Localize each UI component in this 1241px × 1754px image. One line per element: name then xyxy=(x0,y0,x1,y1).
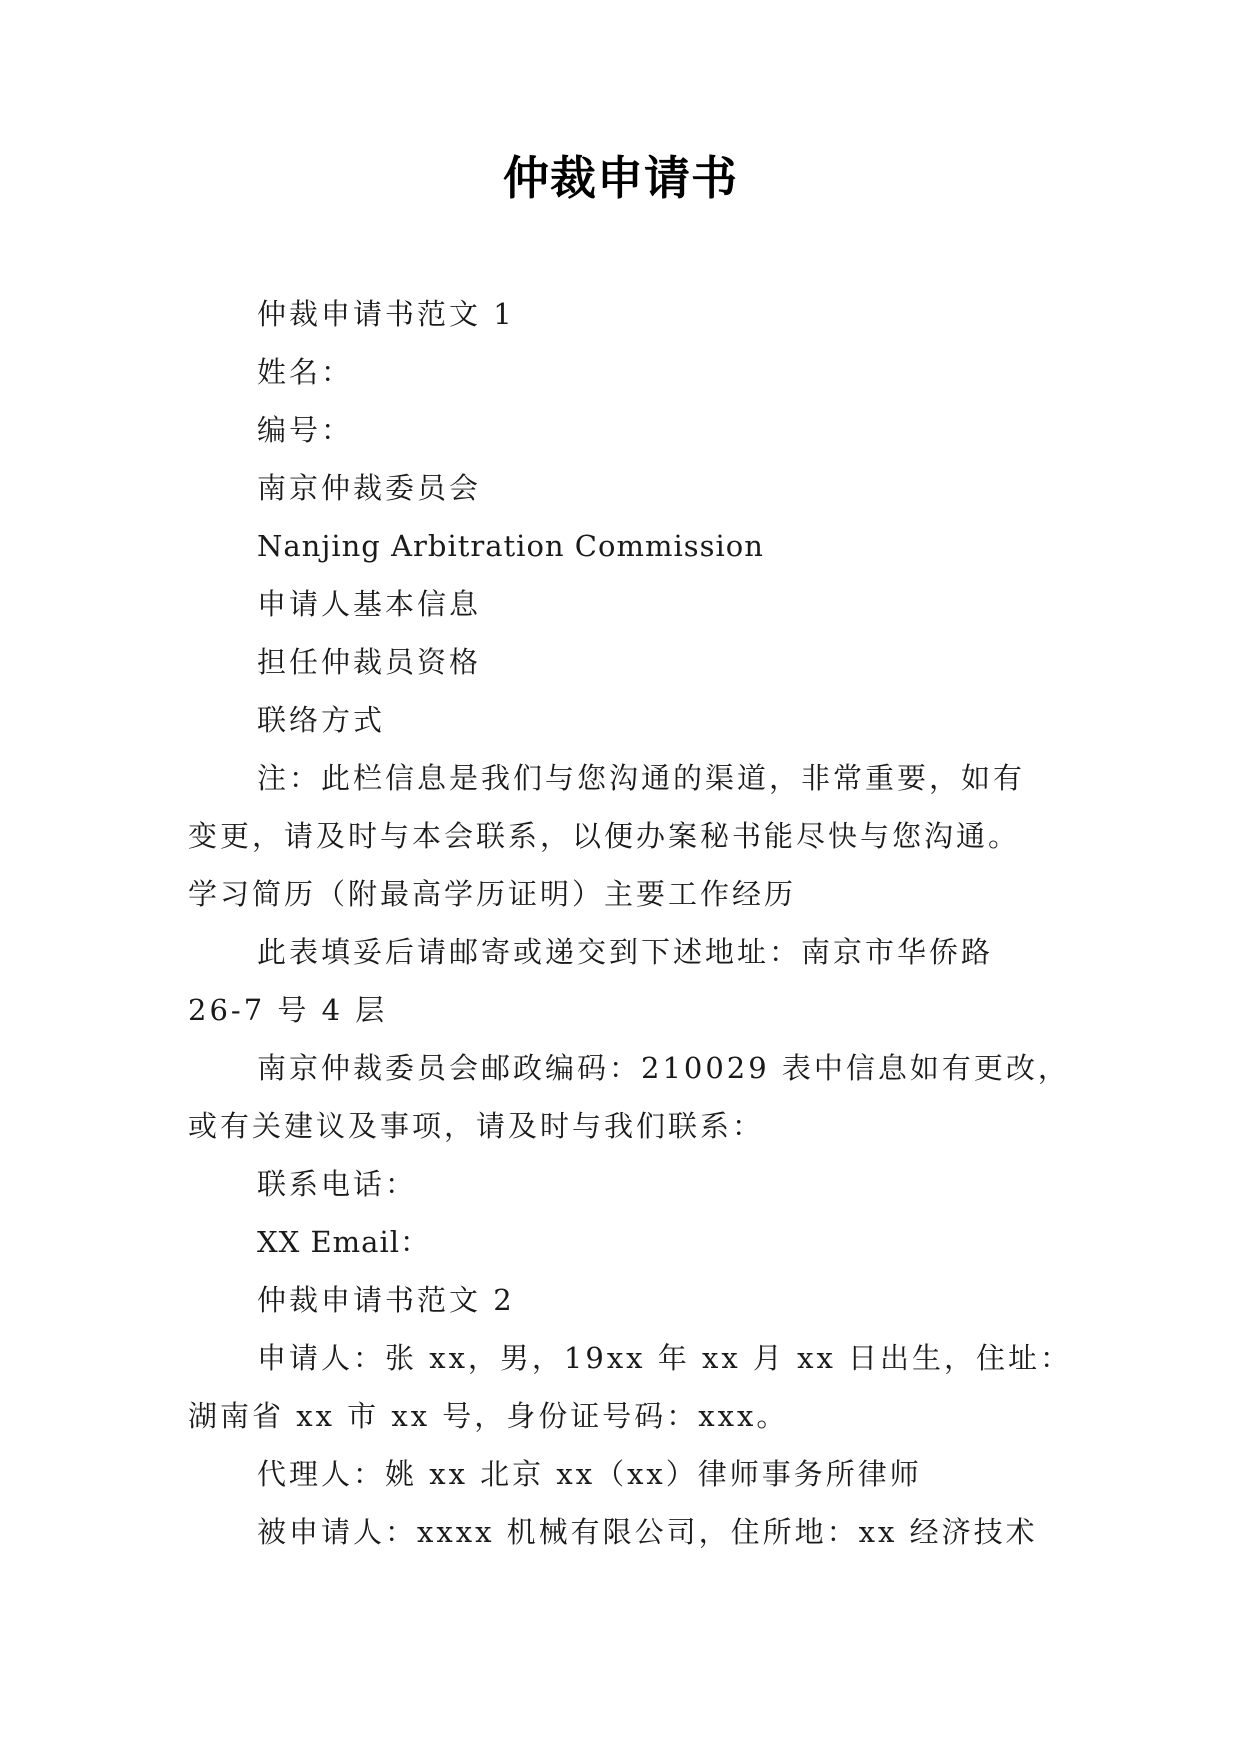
name-field-label: 姓名： xyxy=(257,355,354,389)
note-paragraph-line-2: 变更，请及时与本会联系，以便办案秘书能尽快与您沟通。 xyxy=(188,819,1021,853)
note-paragraph-line-1: 注：此栏信息是我们与您沟通的渠道，非常重要，如有 xyxy=(257,761,1026,795)
commission-name-en: Nanjing Arbitration Commission xyxy=(257,529,764,563)
number-field-label: 编号： xyxy=(257,413,354,447)
applicant-line-2: 湖南省 xx 市 xx 号，身份证号码：xxx。 xyxy=(188,1399,789,1433)
arbitrator-qualification-heading: 担任仲裁员资格 xyxy=(257,645,482,679)
commission-name-cn: 南京仲裁委员会 xyxy=(257,471,482,505)
applicant-line-1: 申请人：张 xx，男，19xx 年 xx 月 xx 日出生，住址： xyxy=(257,1341,1073,1375)
phone-label: 联系电话： xyxy=(257,1167,418,1201)
section-heading-sample-2: 仲裁申请书范文 2 xyxy=(257,1283,515,1317)
email-label: XX Email： xyxy=(257,1225,431,1259)
postal-code-line-1: 南京仲裁委员会邮政编码：210029 表中信息如有更改， xyxy=(257,1051,1070,1085)
applicant-info-heading: 申请人基本信息 xyxy=(257,587,482,621)
document-title: 仲裁申请书 xyxy=(503,151,738,205)
agent-line: 代理人：姚 xx 北京 xx（xx）律师事务所律师 xyxy=(257,1457,922,1491)
mailing-address-line-2: 26-7 号 4 层 xyxy=(188,993,388,1027)
section-heading-sample-1: 仲裁申请书范文 1 xyxy=(257,297,515,331)
postal-code-line-2: 或有关建议及事项，请及时与我们联系： xyxy=(188,1109,765,1143)
mailing-address-line-1: 此表填妥后请邮寄或递交到下述地址：南京市华侨路 xyxy=(257,935,994,969)
respondent-line: 被申请人：xxxx 机械有限公司，住所地：xx 经济技术 xyxy=(257,1515,1038,1549)
contact-heading: 联络方式 xyxy=(257,703,386,737)
education-work-heading: 学习简历（附最高学历证明）主要工作经历 xyxy=(188,877,797,911)
